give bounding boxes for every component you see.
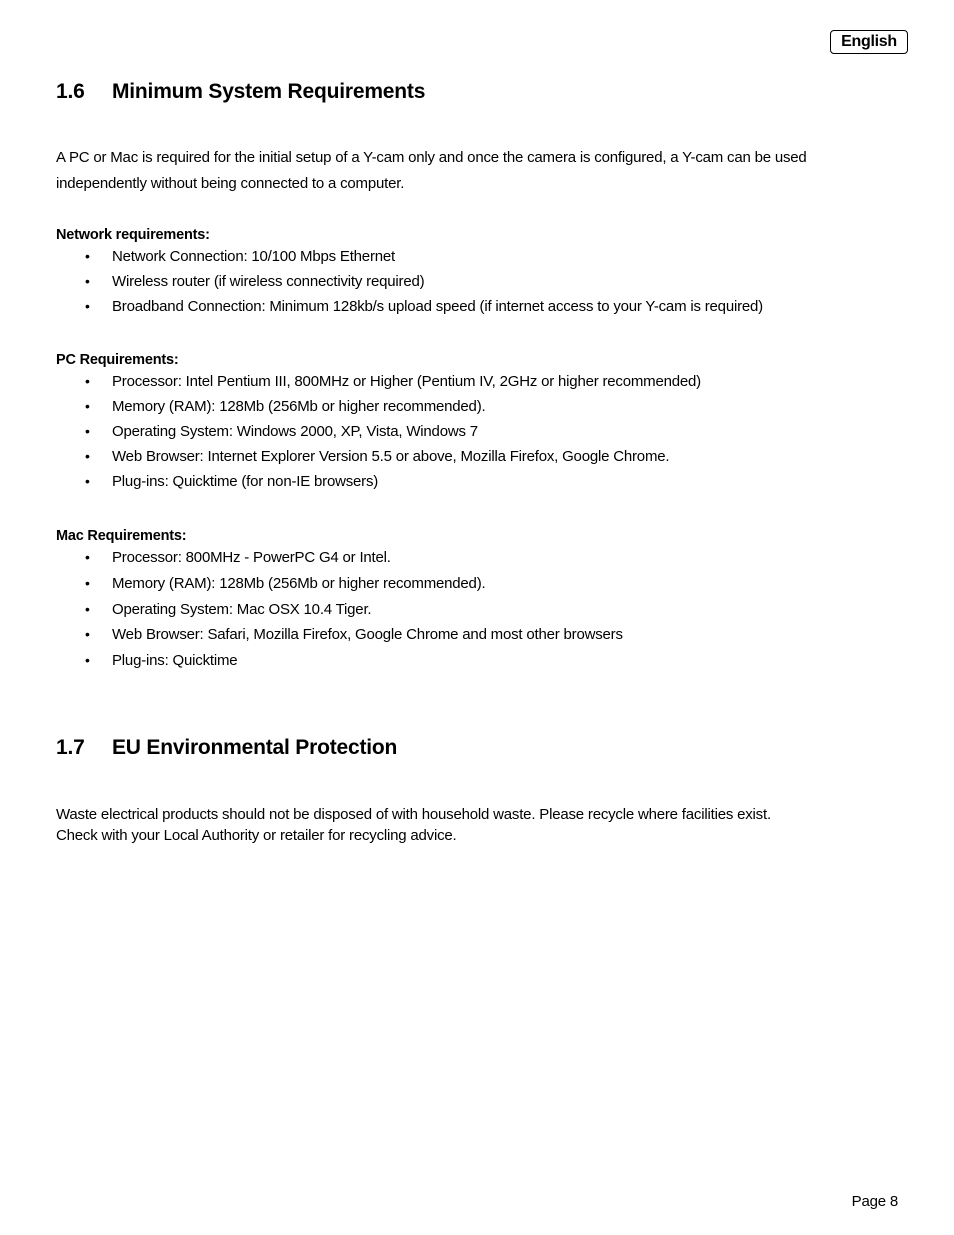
list-item-text: Operating System: Mac OSX 10.4 Tiger. (112, 600, 372, 618)
bullet-icon: • (85, 626, 90, 643)
environment-paragraph (56, 804, 876, 846)
bullet-icon: • (85, 549, 90, 565)
pc-requirements-heading: PC Requirements: (56, 352, 179, 368)
list-item (56, 648, 876, 674)
list-item-text: Plug-ins: Quicktime (for non-IE browsers) (112, 473, 379, 490)
list-item (56, 369, 876, 394)
list-item (56, 394, 876, 419)
bullet-icon: • (85, 398, 90, 414)
intro-paragraph-block (56, 145, 876, 197)
list-item (56, 244, 876, 269)
bullet-icon: • (85, 574, 90, 591)
list-item (56, 545, 876, 571)
pc-requirements-block (56, 351, 876, 494)
section-title: Minimum System Requirements (112, 80, 426, 103)
bullet-icon: • (85, 448, 90, 464)
environment-line-1: Waste electrical products should not be disposed of with household waste. Please recycle where facilities exist. (56, 806, 771, 823)
pc-requirements-list (56, 369, 876, 494)
section-title: EU Environmental Protection (112, 736, 398, 759)
list-item-text: Broadband Connection: Minimum 128kb/s upload speed (if internet access to your Y-cam is required) (112, 298, 763, 315)
section-heading (56, 736, 876, 760)
intro-paragraph: A PC or Mac is required for the initial setup of a Y-cam only and once the camera is configured, a Y-cam can be used independently without being connected to a computer. (56, 149, 807, 192)
list-item (56, 469, 876, 494)
bullet-icon: • (85, 273, 90, 289)
environment-line-2: Check with your Local Authority or retailer for recycling advice. (56, 827, 457, 844)
list-item-text: Web Browser: Safari, Mozilla Firefox, Google Chrome and most other browsers (112, 626, 623, 644)
network-requirements-block (56, 226, 876, 319)
list-item-text: Plug-ins: Quicktime (112, 652, 238, 670)
list-item-text: Memory (RAM): 128Mb (256Mb or higher recommended). (112, 398, 486, 415)
list-item-text: Processor: 800MHz - PowerPC G4 or Intel. (112, 549, 391, 566)
section-1-6-heading-block (56, 80, 876, 104)
section-number: 1.6 (56, 80, 85, 103)
list-item (56, 269, 876, 294)
list-item (56, 622, 876, 648)
section-1-7-heading-block (56, 736, 876, 760)
mac-requirements-list (56, 545, 876, 674)
bullet-icon: • (85, 298, 90, 314)
mac-requirements-block (56, 527, 876, 674)
list-item-text: Network Connection: 10/100 Mbps Ethernet (112, 248, 395, 265)
list-item-text: Web Browser: Internet Explorer Version 5.5 or above, Mozilla Firefox, Google Chrome. (112, 448, 670, 465)
bullet-icon: • (85, 373, 90, 389)
network-requirements-heading: Network requirements: (56, 227, 210, 243)
section-number: 1.7 (56, 736, 85, 759)
section-heading (56, 80, 876, 104)
bullet-icon: • (85, 652, 90, 669)
list-item (56, 419, 876, 444)
bullet-icon: • (85, 423, 90, 439)
network-requirements-list (56, 244, 876, 319)
list-item (56, 294, 876, 319)
list-item-text: Memory (RAM): 128Mb (256Mb or higher recommended). (112, 574, 486, 592)
bullet-icon: • (85, 248, 90, 264)
list-item (56, 444, 876, 469)
list-item-text: Processor: Intel Pentium III, 800MHz or Higher (Pentium IV, 2GHz or higher recommended) (112, 373, 701, 390)
list-item (56, 571, 876, 597)
bullet-icon: • (85, 600, 90, 617)
list-item (56, 597, 876, 623)
language-badge: English (830, 30, 908, 54)
environment-paragraph-block (56, 804, 876, 846)
list-item-text: Wireless router (if wireless connectivity required) (112, 273, 425, 290)
mac-requirements-heading: Mac Requirements: (56, 528, 187, 544)
page-number: Page 8 (851, 1193, 898, 1210)
list-item-text: Operating System: Windows 2000, XP, Vista, Windows 7 (112, 423, 478, 440)
bullet-icon: • (85, 473, 90, 489)
